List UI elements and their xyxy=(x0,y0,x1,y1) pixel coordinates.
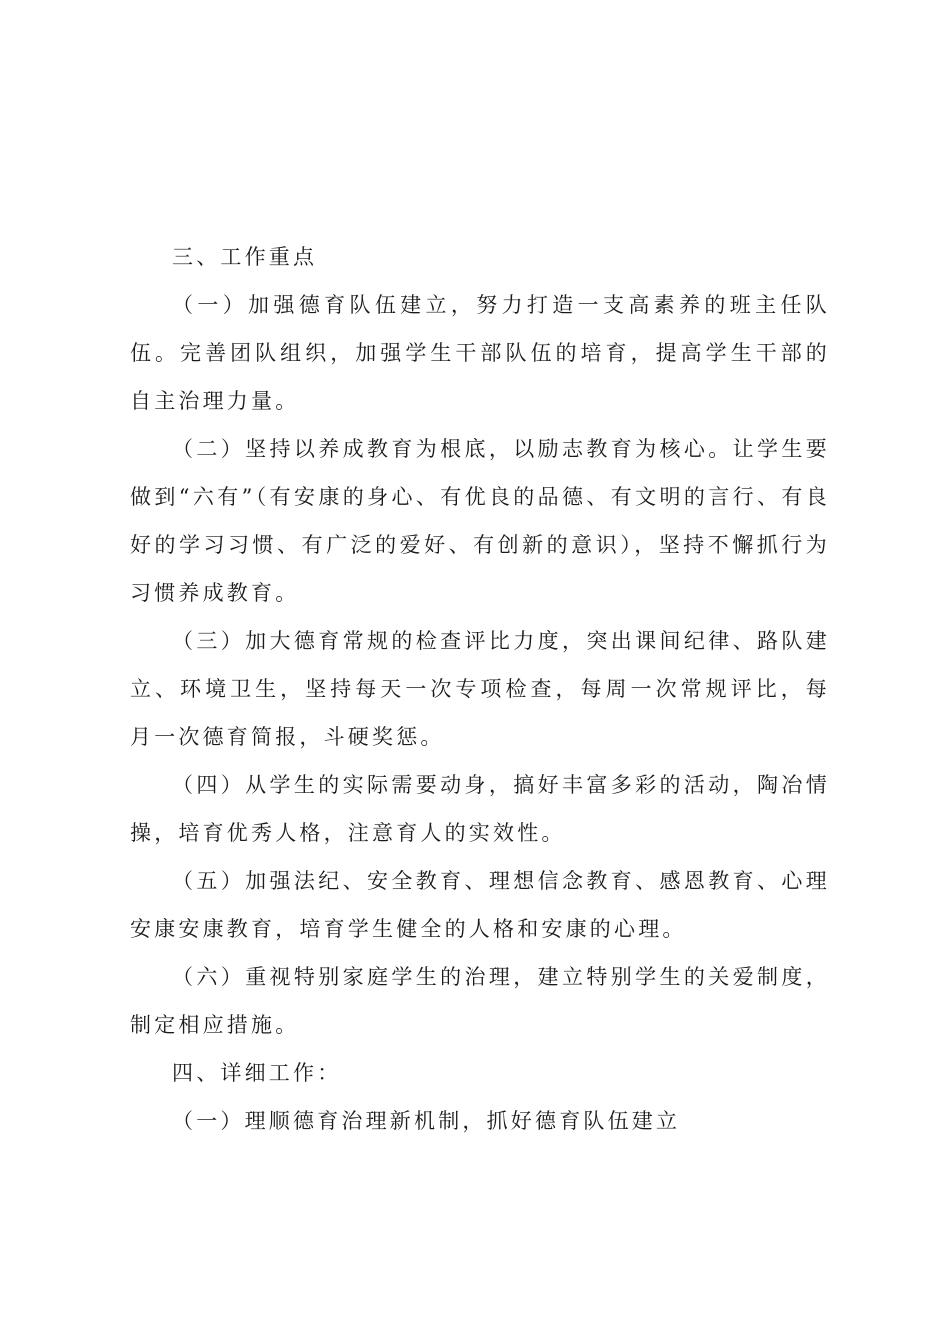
paragraph-item-5: （五）加强法纪、安全教育、理想信念教育、感恩教育、心理安康安康教育，培育学生健全的人格和安康的心理。 xyxy=(130,869,830,941)
paragraph-item-4: （四）从学生的实际需要动身，搞好丰富多彩的活动，陶冶情操，培育优秀人格，注意育人的实效性。 xyxy=(130,773,830,845)
paragraph-item-6: （六）重视特别家庭学生的治理，建立特别学生的关爱制度，制定相应措施。 xyxy=(130,965,830,1037)
document-body xyxy=(130,233,830,1145)
paragraph-detailed-item-1: （一）理顺德育治理新机制，抓好德育队伍建立 xyxy=(172,1109,681,1133)
paragraph-item-2: （二）坚持以养成教育为根底，以励志教育为核心。让学生要做到“六有”（有安康的身心、有优良的品德、有文明的言行、有良好的学习习惯、有广泛的爱好、有创新的意识），坚持不懈抓行为习惯养成教育。 xyxy=(130,437,830,605)
paragraph-item-1: （一）加强德育队伍建立，努力打造一支高素养的班主任队伍。完善团队组织，加强学生干部队伍的培育，提高学生干部的自主治理力量。 xyxy=(130,293,830,413)
section-heading-detailed-work: 四、详细工作： xyxy=(172,1061,342,1085)
paragraph-item-3: （三）加大德育常规的检查评比力度，突出课间纪律、路队建立、环境卫生，坚持每天一次专项检查，每周一次常规评比，每月一次德育简报，斗硬奖惩。 xyxy=(130,629,830,749)
section-heading-work-focus: 三、工作重点 xyxy=(172,245,318,269)
